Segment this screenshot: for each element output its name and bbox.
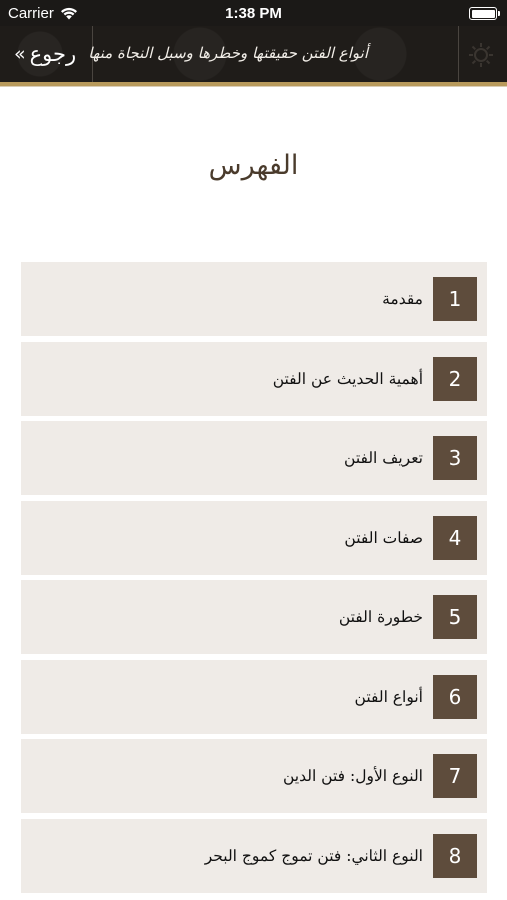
toc-item-number: 7 [433,754,477,798]
navigation-bar [0,26,507,82]
back-button-label: رجوع [29,42,77,66]
toc-item-label: خطورة الفتن [338,608,423,626]
toc-item-number: 8 [433,834,477,878]
toc-item-label: مقدمة [382,290,423,308]
toc-item-number: 5 [433,595,477,639]
toc-item-label: صفات الفتن [344,529,423,547]
battery-icon [469,7,497,20]
toc-item-number: 6 [433,675,477,719]
toc-item[interactable] [21,421,487,495]
toc-item[interactable] [21,342,487,416]
toc-item[interactable] [21,660,487,734]
toc-item[interactable] [21,739,487,813]
toc-item[interactable] [21,262,487,336]
toc-item-label: تعريف الفتن [344,449,423,467]
nav-divider [458,26,459,82]
page-title: الفهرس [208,150,299,181]
toc-item-label: أهمية الحديث عن الفتن [272,370,423,388]
toc-item-number: 3 [433,436,477,480]
app-logo: أنواع الفتن حقيقتها وخطرها وسبل النجاة منها [88,44,368,62]
toc-item-label: النوع الثاني: فتن تموج كموج البحر [204,847,423,865]
back-button[interactable] [14,38,76,70]
toc-item-number: 2 [433,357,477,401]
carrier-label: Carrier [8,5,54,22]
toc-item[interactable] [21,580,487,654]
toc-item[interactable] [21,501,487,575]
toc-item-number: 1 [433,277,477,321]
double-chevron-left-icon: « [14,43,24,65]
status-time: 1:38 PM [225,5,282,22]
toc-item-label: النوع الأول: فتن الدين [282,767,423,785]
toc-item[interactable] [21,819,487,893]
nav-accent-line-thin [0,86,507,87]
toc-item-label: أنواع الفتن [354,688,423,706]
status-bar [0,0,507,26]
toc-item-number: 4 [433,516,477,560]
gear-icon[interactable] [466,40,496,70]
